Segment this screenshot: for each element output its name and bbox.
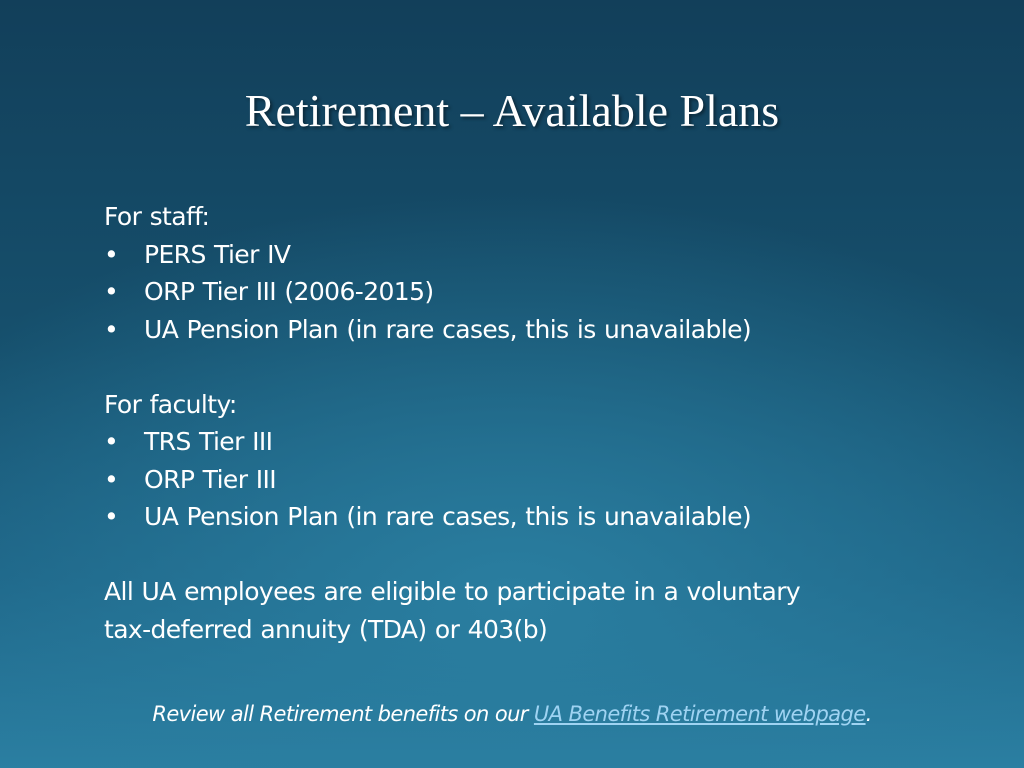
- eligibility-note: [104, 573, 924, 648]
- list-item: [104, 461, 924, 499]
- slide-title: Retirement – Available Plans: [244, 85, 780, 136]
- footer-note: [0, 702, 1024, 726]
- list-item: [104, 423, 924, 461]
- list-item: [104, 498, 924, 536]
- list-item-text: TRS Tier III: [144, 427, 273, 456]
- bullet-icon: •: [104, 502, 119, 531]
- faculty-heading: For faculty:: [104, 389, 237, 419]
- faculty-plan-list: [104, 423, 924, 536]
- list-item: [104, 236, 924, 274]
- bullet-icon: •: [104, 464, 119, 494]
- eligibility-note-line-1: All UA employees are eligible to participate in a voluntary: [104, 577, 801, 606]
- list-item: [104, 273, 924, 311]
- spacer: [104, 536, 924, 574]
- list-item-text: UA Pension Plan (in rare cases, this is unavailable): [144, 314, 752, 344]
- bullet-icon: •: [104, 239, 119, 269]
- spacer: [104, 348, 924, 386]
- footer-prefix: Review all Retirement benefits on our: [152, 702, 534, 726]
- list-item-text: ORP Tier III (2006-2015): [144, 277, 434, 306]
- bullet-icon: •: [104, 314, 119, 344]
- bullet-icon: •: [104, 277, 119, 306]
- list-item-text: UA Pension Plan (in rare cases, this is unavailable): [144, 502, 752, 531]
- slide-content: [104, 198, 924, 648]
- staff-plan-list: [104, 236, 924, 349]
- list-item-text: ORP Tier III: [144, 464, 277, 494]
- benefits-retirement-link[interactable]: UA Benefits Retirement webpage: [533, 702, 866, 726]
- eligibility-note-line-2: tax-deferred annuity (TDA) or 403(b): [104, 614, 548, 644]
- staff-heading: For staff:: [104, 202, 210, 231]
- list-item: [104, 311, 924, 349]
- list-item-text: PERS Tier IV: [144, 239, 291, 269]
- footer-suffix: .: [865, 702, 872, 726]
- bullet-icon: •: [104, 427, 119, 456]
